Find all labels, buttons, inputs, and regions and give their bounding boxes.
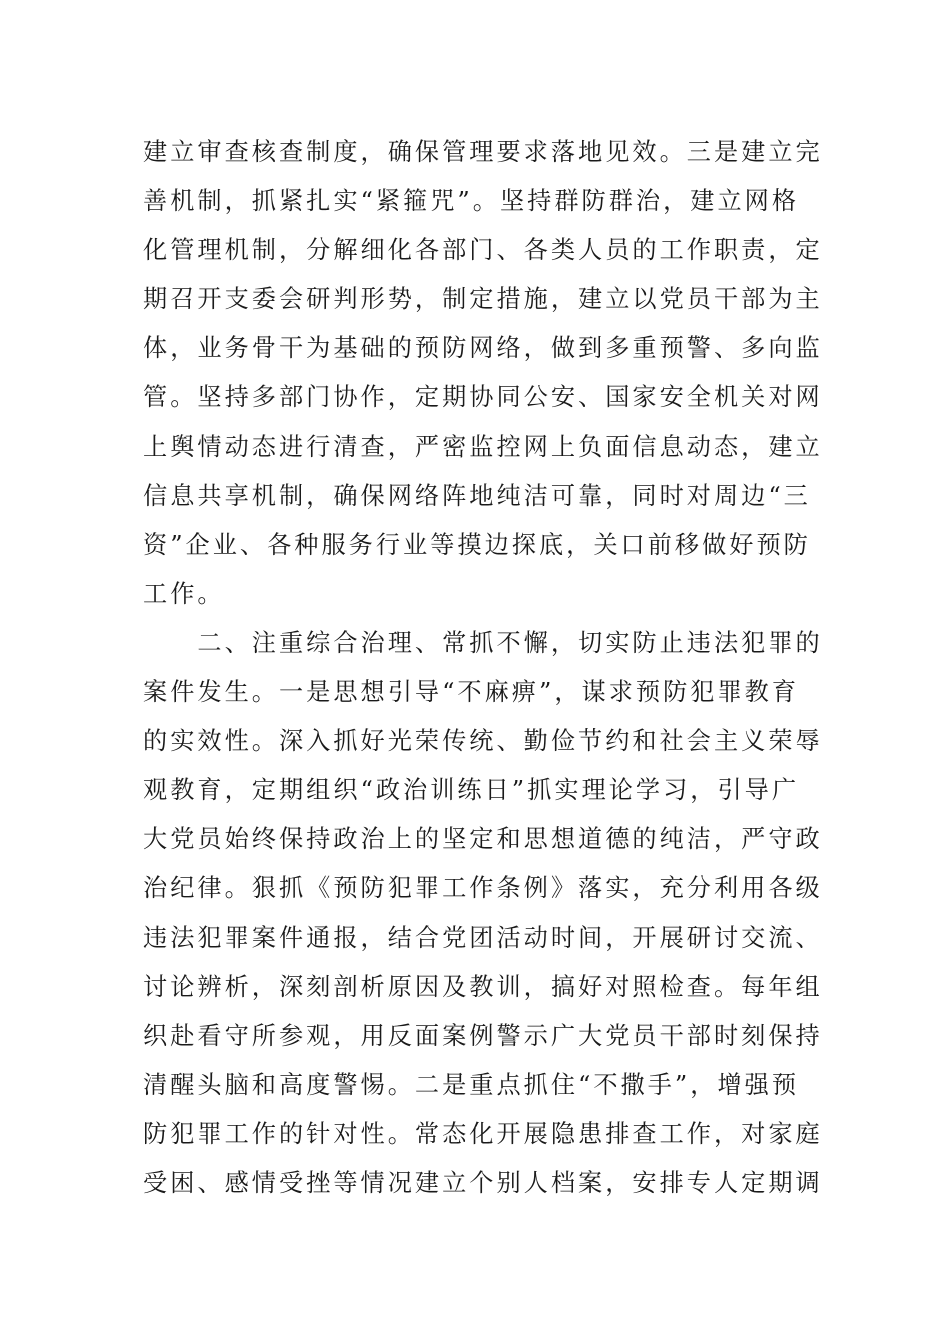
text-line: 体，业务骨干为基础的预防网络，做到多重预警、多向监: [143, 334, 823, 363]
text-line: 信息共享机制，确保网络阵地纯洁可靠，同时对周边“三: [143, 481, 811, 510]
document-body: [143, 128, 823, 1208]
text-line: 织赴看守所参观，用反面案例警示广大党员干部时刻保持: [143, 1021, 823, 1050]
paragraph-heading-line: 二、注重综合治理、常抓不懈，切实防止违法犯罪的: [143, 628, 823, 657]
text-line: 清醒头脑和高度警惕。二是重点抓住“不撒手”，增强预: [143, 1070, 800, 1099]
text-line: 资”企业、各种服务行业等摸边探底，关口前移做好预防: [143, 530, 811, 559]
text-line: 受困、感情受挫等情况建立个别人档案，安排专人定期调: [143, 1168, 823, 1197]
text-line: 上舆情动态进行清查，严密监控网上负面信息动态，建立: [143, 432, 823, 461]
text-line: 的实效性。深入抓好光荣传统、勤俭节约和社会主义荣辱: [143, 727, 823, 756]
text-line: 案件发生。一是思想引导“不麻痹”，谋求预防犯罪教育: [143, 678, 800, 707]
text-line: 化管理机制，分解细化各部门、各类人员的工作职责，定: [143, 236, 823, 265]
text-line: 管。坚持多部门协作，定期协同公安、国家安全机关对网: [143, 383, 823, 412]
text-line: 建立审查核查制度，确保管理要求落地见效。三是建立完: [143, 138, 823, 166]
text-line: 治纪律。狠抓《预防犯罪工作条例》落实，充分利用各级: [143, 874, 823, 903]
text-line: 大党员始终保持政治上的坚定和思想道德的纯洁，严守政: [143, 825, 823, 854]
text-line: 防犯罪工作的针对性。常态化开展隐患排查工作，对家庭: [143, 1119, 823, 1148]
text-line: 讨论辨析，深刻剖析原因及教训，搞好对照检查。每年组: [143, 972, 823, 1001]
text-line: 违法犯罪案件通报，结合党团活动时间，开展研讨交流、: [143, 923, 823, 952]
text-line: 善机制，抓紧扎实“紧箍咒”。坚持群防群治，建立网格: [143, 187, 800, 216]
text-line: 工作。: [143, 579, 225, 608]
text-line: 观教育，定期组织“政治训练日”抓实理论学习，引导广: [143, 776, 800, 805]
text-line: 期召开支委会研判形势，制定措施，建立以党员干部为主: [143, 285, 823, 314]
